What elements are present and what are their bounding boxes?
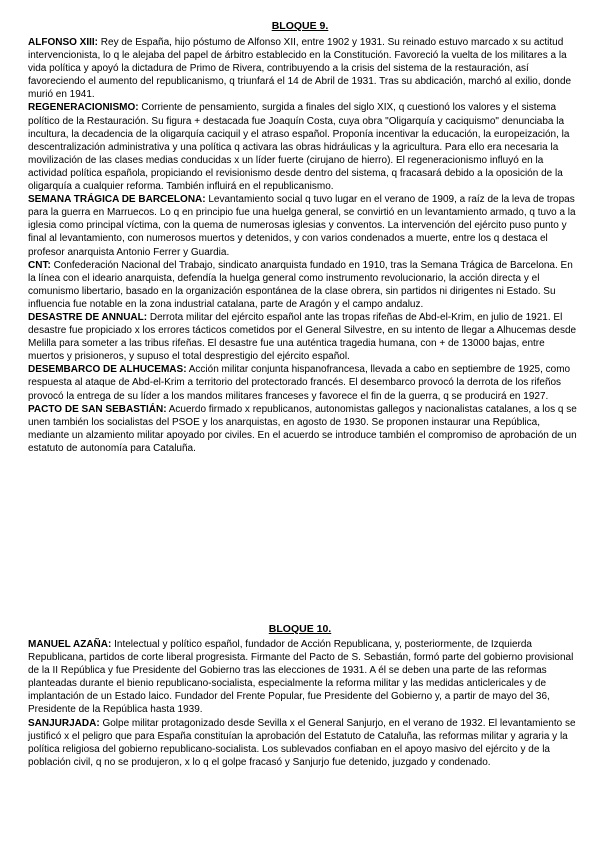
- entry-text: Rey de España, hijo póstumo de Alfonso XII, entre 1902 y 1931. Su reinado estuvo marcado x su actitud intervencionista, lo q le alejaba del papel de árbitro establecido en la Constitución. Favoreció la vuelta de los militares a la vida política y apoyó la dictadura de Primo de Rivera, contribuyendo a la crisis del sistema de la restauración, así favoreciendo el aumento del republicanismo, q triunfará el 14 de Abril de 1931. Tras su abdicación, marchó al exilio, donde murió en 1941.: [28, 37, 572, 101]
- entry-desastre-annual: [28, 311, 580, 363]
- entry-text: Confederación Nacional del Trabajo, sindicato anarquista fundado en 1910, tras la Semana Trágica de Barcelona. En la línea con el ideario anarquista, defendía la huelga general como instrumento revolucionario, la acción directa y el comunismo libertario, basado en la organización espontánea de la clase obrera, sin partidos ni dirigentes ni Estado. Su influencia fue notable en la zona industrial catalana, parte de Aragón y el campo andaluz.: [28, 259, 573, 310]
- bloque-9-entries: [28, 36, 580, 455]
- entry-term: PACTO DE SAN SEBASTIÁN:: [28, 403, 167, 415]
- entry-manuel-azana: [28, 638, 580, 717]
- entry-pacto-san-sebastian: [28, 403, 580, 455]
- entry-term: SANJURJADA:: [28, 717, 100, 729]
- bloque-9-heading: BLOQUE 9.: [271, 20, 329, 32]
- entry-term: SEMANA TRÁGICA DE BARCELONA:: [28, 194, 206, 206]
- entry-term: REGENERACIONISMO:: [28, 102, 139, 114]
- entry-sanjurjada: [28, 717, 580, 769]
- entry-term: MANUEL AZAÑA:: [28, 639, 112, 650]
- entry-text: Levantamiento social q tuvo lugar en el verano de 1909, a raíz de la leva de tropas para la guerra en Marruecos. Lo q en principio fue una huelga general, se convirtió en un levantamiento armado, q tuvo a la iglesia como principal víctima, con la quema de numerosas iglesias y conventos. La intervención del ejército puso punto y final al levantamiento, con numerosos muertos y detenidos, y con varios condenados a muerte, entre los q destaca el profesor anarquista Antonio Ferrer y Guardia.: [28, 194, 576, 258]
- entry-alfonso-xiii: [28, 36, 580, 101]
- entry-desembarco-alhucemas: [28, 363, 580, 402]
- entry-cnt: [28, 259, 580, 311]
- entry-term: DESASTRE DE ANNUAL:: [28, 311, 148, 323]
- entry-semana-tragica: [28, 193, 580, 258]
- entry-text: Acción militar conjunta hispanofrancesa, llevada a cabo en septiembre de 1925, como respuesta al ataque de Abd-el-Krim a territorio del protectorado francés. El desembarco provocó la derrota de los rifeños provocó la entrega de su líder a los mandos militares franceses y favorece el fin de la guerra, q se producirá en 1927.: [28, 364, 571, 402]
- entry-term: ALFONSO XIII:: [28, 37, 98, 48]
- entry-regeneracionismo: [28, 101, 580, 193]
- entry-text: Derrota militar del ejército español ante las tropas rifeñas de Abd-el-Krim, en julio de 1921. El desastre fue propiciado x los errores tácticos cometidos por el General Silvestre, en su intento de llegar a Alhucemas desde Melilla para someter a las tribus rifeñas. El desastre fue una auténtica tragedia humana, con + de 13000 bajas, entre muertos y prisioneros, y supuso el total desprestigio del ejército español.: [28, 311, 577, 363]
- bloque-10-heading: BLOQUE 10.: [268, 623, 332, 635]
- entry-text: Corriente de pensamiento, surgida a finales del siglo XIX, q cuestionó los valores y el sistema político de la Restauración. Su figura + destacada fue Joaquín Costa, cuya obra "Oligarquía y caciquismo" denunciaba la incultura, la decadencia de la oligarquía caciquil y el atraso español. Proponía incentivar la educación, la europeización, la descentralización administrativa y una política q activara las obras hidráulicas y la agricultura. Para ello era necesaria la movilización de las clases medias conducidas x un líder fuerte (cirujano de hierro). El regeneracionismo influyó en la actividad política española, propiciando el revisionismo desde dentro del sistema, q fracasará debido a la oposición de la oligarquía a cualquier reforma. También influirá en el republicanismo.: [28, 102, 570, 193]
- entry-term: DESEMBARCO DE ALHUCEMAS:: [28, 364, 187, 376]
- entry-term: CNT:: [28, 259, 51, 271]
- entry-text: Intelectual y político español, fundador de Acción Republicana, y, posteriormente, de Izquierda Republicana, partidos de corte liberal progresista. Firmante del Pacto de S. Sebastián, formó parte del gobierno provisional de la II República y fue Presidente del Gobierno tras las elecciones de 1931. A él se deben una parte de las reformas planteadas durante el bienio republicano-socialista, especialmente la reforma militar y las medidas anticlericales y de implantación de un Estado laico. Fundador del Frente Popular, fue Presidente del Gobierno y, a partir de mayo del 36, Presidente de la República hasta 1939.: [28, 639, 574, 716]
- bloque-10-entries: [28, 638, 580, 769]
- entry-text: Golpe militar protagonizado desde Sevilla x el General Sanjurjo, en el verano de 1932. El levantamiento se justificó x el peligro que para España constituían la aprobación del Estatuto de Cataluña, las reformas militar y agraria y la política religiosa del gobierno republicano-socialista. Los sublevados confiaban en el apoyo masivo del ejército y de la población civil, q no se produjeron, x lo q el golpe fracasó y Sanjurjo fue detenido, juzgado y condenado.: [28, 717, 576, 768]
- entry-text: Acuerdo firmado x republicanos, autonomistas gallegos y nacionalistas catalanes, a los q se unen también los socialistas del PSOE y los anarquistas, en agosto de 1930. Se proponen instaurar una República, mediante un alzamiento militar apoyado por civiles. En el acuerdo se introduce también el compromiso de aprobación de un estatuto de autonomía para Cataluña.: [28, 403, 577, 454]
